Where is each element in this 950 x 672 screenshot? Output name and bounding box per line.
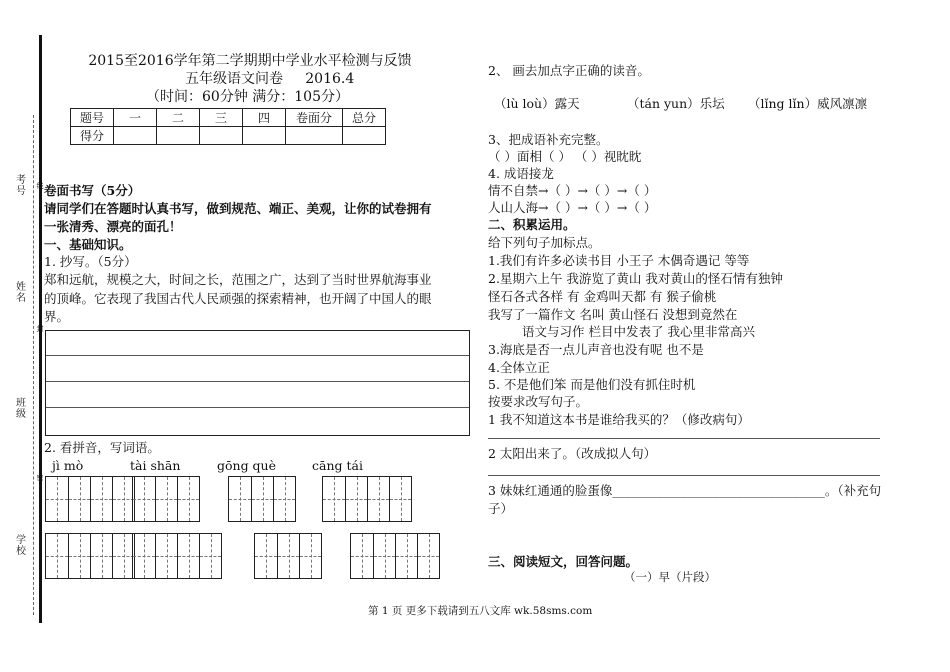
idiom-chain-1: 情不自禁→（ ）→（ ）→（ ）	[488, 183, 657, 198]
side-label-mi: 密	[36, 474, 44, 482]
writing-line	[46, 355, 469, 356]
header-cell: 三	[200, 109, 243, 127]
subtitle-date: 2016.4	[305, 71, 355, 87]
juanmian-title: 卷面书写（5分）	[44, 183, 141, 198]
score-cell[interactable]	[200, 127, 243, 145]
section-3-heading: 三、阅读短文，回答问题。	[488, 554, 639, 569]
pinyin-1: jì mò	[52, 458, 84, 473]
time-score-line: （时间：60分钟 满分：105分）	[146, 89, 349, 105]
score-cell[interactable]	[243, 127, 286, 145]
sentence-2c: 我写了一篇作文 名叫 黄山怪石 没想到竟然在	[488, 307, 738, 322]
score-cell[interactable]	[114, 127, 157, 145]
score-cell[interactable]	[286, 127, 343, 145]
juanmian-text-1: 请同学们在答题时认真书写，做到规范、端正、美观，让你的试卷拥有	[44, 201, 432, 216]
pinyin-3: gōng què	[217, 458, 277, 473]
section-1-heading: 一、基础知识。	[44, 237, 132, 252]
header-cell: 卷面分	[286, 109, 343, 127]
char-grid[interactable]	[350, 533, 440, 579]
char-grid[interactable]	[45, 476, 135, 522]
rewrite-3-cont: 子）	[488, 501, 514, 516]
rewrite-3: 3 妹妹红通通的脸蛋像__________________________________。（补充句	[488, 483, 882, 498]
passage-line-3: 界。	[44, 309, 70, 324]
page-footer: 第 1 页 更多下载请到五八文库 wk.58sms.com	[368, 605, 593, 617]
binding-dashed-line	[33, 115, 34, 615]
passage-line-1: 郑和远航，规模之大，时间之长，范围之广，达到了当时世界航海事业	[44, 272, 432, 287]
right-q4-title: 4. 成语接龙	[488, 166, 554, 181]
score-cell[interactable]	[343, 127, 386, 145]
side-label-feng: 封	[36, 325, 44, 333]
idiom-chain-2: 人山人海→（ ）→（ ）→（ ）	[488, 200, 657, 215]
header-cell: 四	[243, 109, 286, 127]
char-grid[interactable]	[132, 476, 200, 522]
punctuation-title: 给下列句子加标点。	[488, 235, 601, 250]
score-cell[interactable]	[157, 127, 200, 145]
side-label-xian: 线	[36, 182, 44, 190]
right-q3-title: 3、把成语补充完整。	[488, 132, 609, 147]
subtitle-text: 五年级语文问卷	[185, 71, 283, 87]
sentence-1: 1.我们有许多必读书目 小王子 木偶奇遇记 等等	[488, 253, 750, 268]
header-cell: 总分	[343, 109, 386, 127]
char-grid[interactable]	[254, 533, 322, 579]
side-label-banji: 班级	[16, 398, 26, 420]
question-1: 1. 抄写。（5分）	[44, 254, 137, 269]
side-label-xuexiao: 学校	[16, 535, 26, 557]
writing-line	[46, 407, 469, 408]
score-table-row	[71, 127, 386, 145]
char-grid[interactable]	[132, 533, 222, 579]
sentence-2b: 怪石各式各样 有 金鸡叫天都 有 猴子偷桃	[488, 289, 717, 304]
sentence-2a: 2.星期六上午 我游览了黄山 我对黄山的怪石情有独钟	[488, 271, 783, 286]
side-label-kaohao: 考号	[16, 175, 26, 197]
writing-line	[46, 381, 469, 382]
section-2-heading: 二、积累运用。	[488, 217, 576, 232]
passage-line-2: 的顶峰。它表现了我国古代人民顽强的探索精神，也开阔了中国人的眼	[44, 291, 432, 306]
subtitle	[185, 68, 354, 88]
pinyin-4: cāng tái	[312, 458, 363, 473]
rewrite-title: 按要求改写句子。	[488, 394, 589, 409]
char-grid[interactable]	[228, 476, 296, 522]
reading-passage-title: （一）早（片段）	[624, 570, 716, 584]
sentence-2d: 语文与习作 栏目中发表了 我心里非常高兴	[522, 324, 755, 339]
score-table	[70, 108, 386, 145]
reading-option-3: （lǐng lǐn）威风凛凛	[748, 96, 868, 111]
side-label-xingming: 姓名	[16, 282, 26, 304]
rewrite-2: 2 太阳出来了。（改成拟人句）	[488, 446, 657, 461]
score-table-header	[71, 109, 386, 127]
sentence-5: 5. 不是他们笨 而是他们没有抓住时机	[488, 377, 696, 392]
idiom-fill-line: （ ）面相（ ） （ ）视眈眈	[488, 149, 642, 164]
char-grid[interactable]	[45, 533, 135, 579]
answer-line-2[interactable]	[488, 475, 880, 476]
question-2: 2. 看拼音，写词语。	[44, 440, 160, 455]
sentence-3: 3.海底是否一点儿声音也没有呢 也不是	[488, 342, 704, 357]
header-cell: 二	[157, 109, 200, 127]
reading-option-1: （lù loù）露天	[494, 96, 580, 111]
page-title: 2015至2016学年第二学期期中学业水平检测与反馈	[88, 53, 412, 69]
header-cell: 题号	[71, 109, 114, 127]
right-q2-title: 2、 画去加点字正确的读音。	[488, 63, 650, 78]
answer-line-1[interactable]	[488, 438, 880, 439]
rewrite-1: 1 我不知道这本书是谁给我买的？（修改病句）	[488, 412, 750, 427]
sentence-4: 4.全体立正	[488, 360, 550, 375]
row-label: 得分	[71, 127, 114, 145]
juanmian-text-2: 一张清秀、漂亮的面孔！	[44, 219, 182, 234]
copy-writing-box[interactable]	[45, 330, 470, 436]
pinyin-2: tài shān	[130, 458, 181, 473]
char-grid[interactable]	[322, 476, 412, 522]
header-cell: 一	[114, 109, 157, 127]
reading-option-2: （tán yun）乐坛	[627, 96, 725, 111]
